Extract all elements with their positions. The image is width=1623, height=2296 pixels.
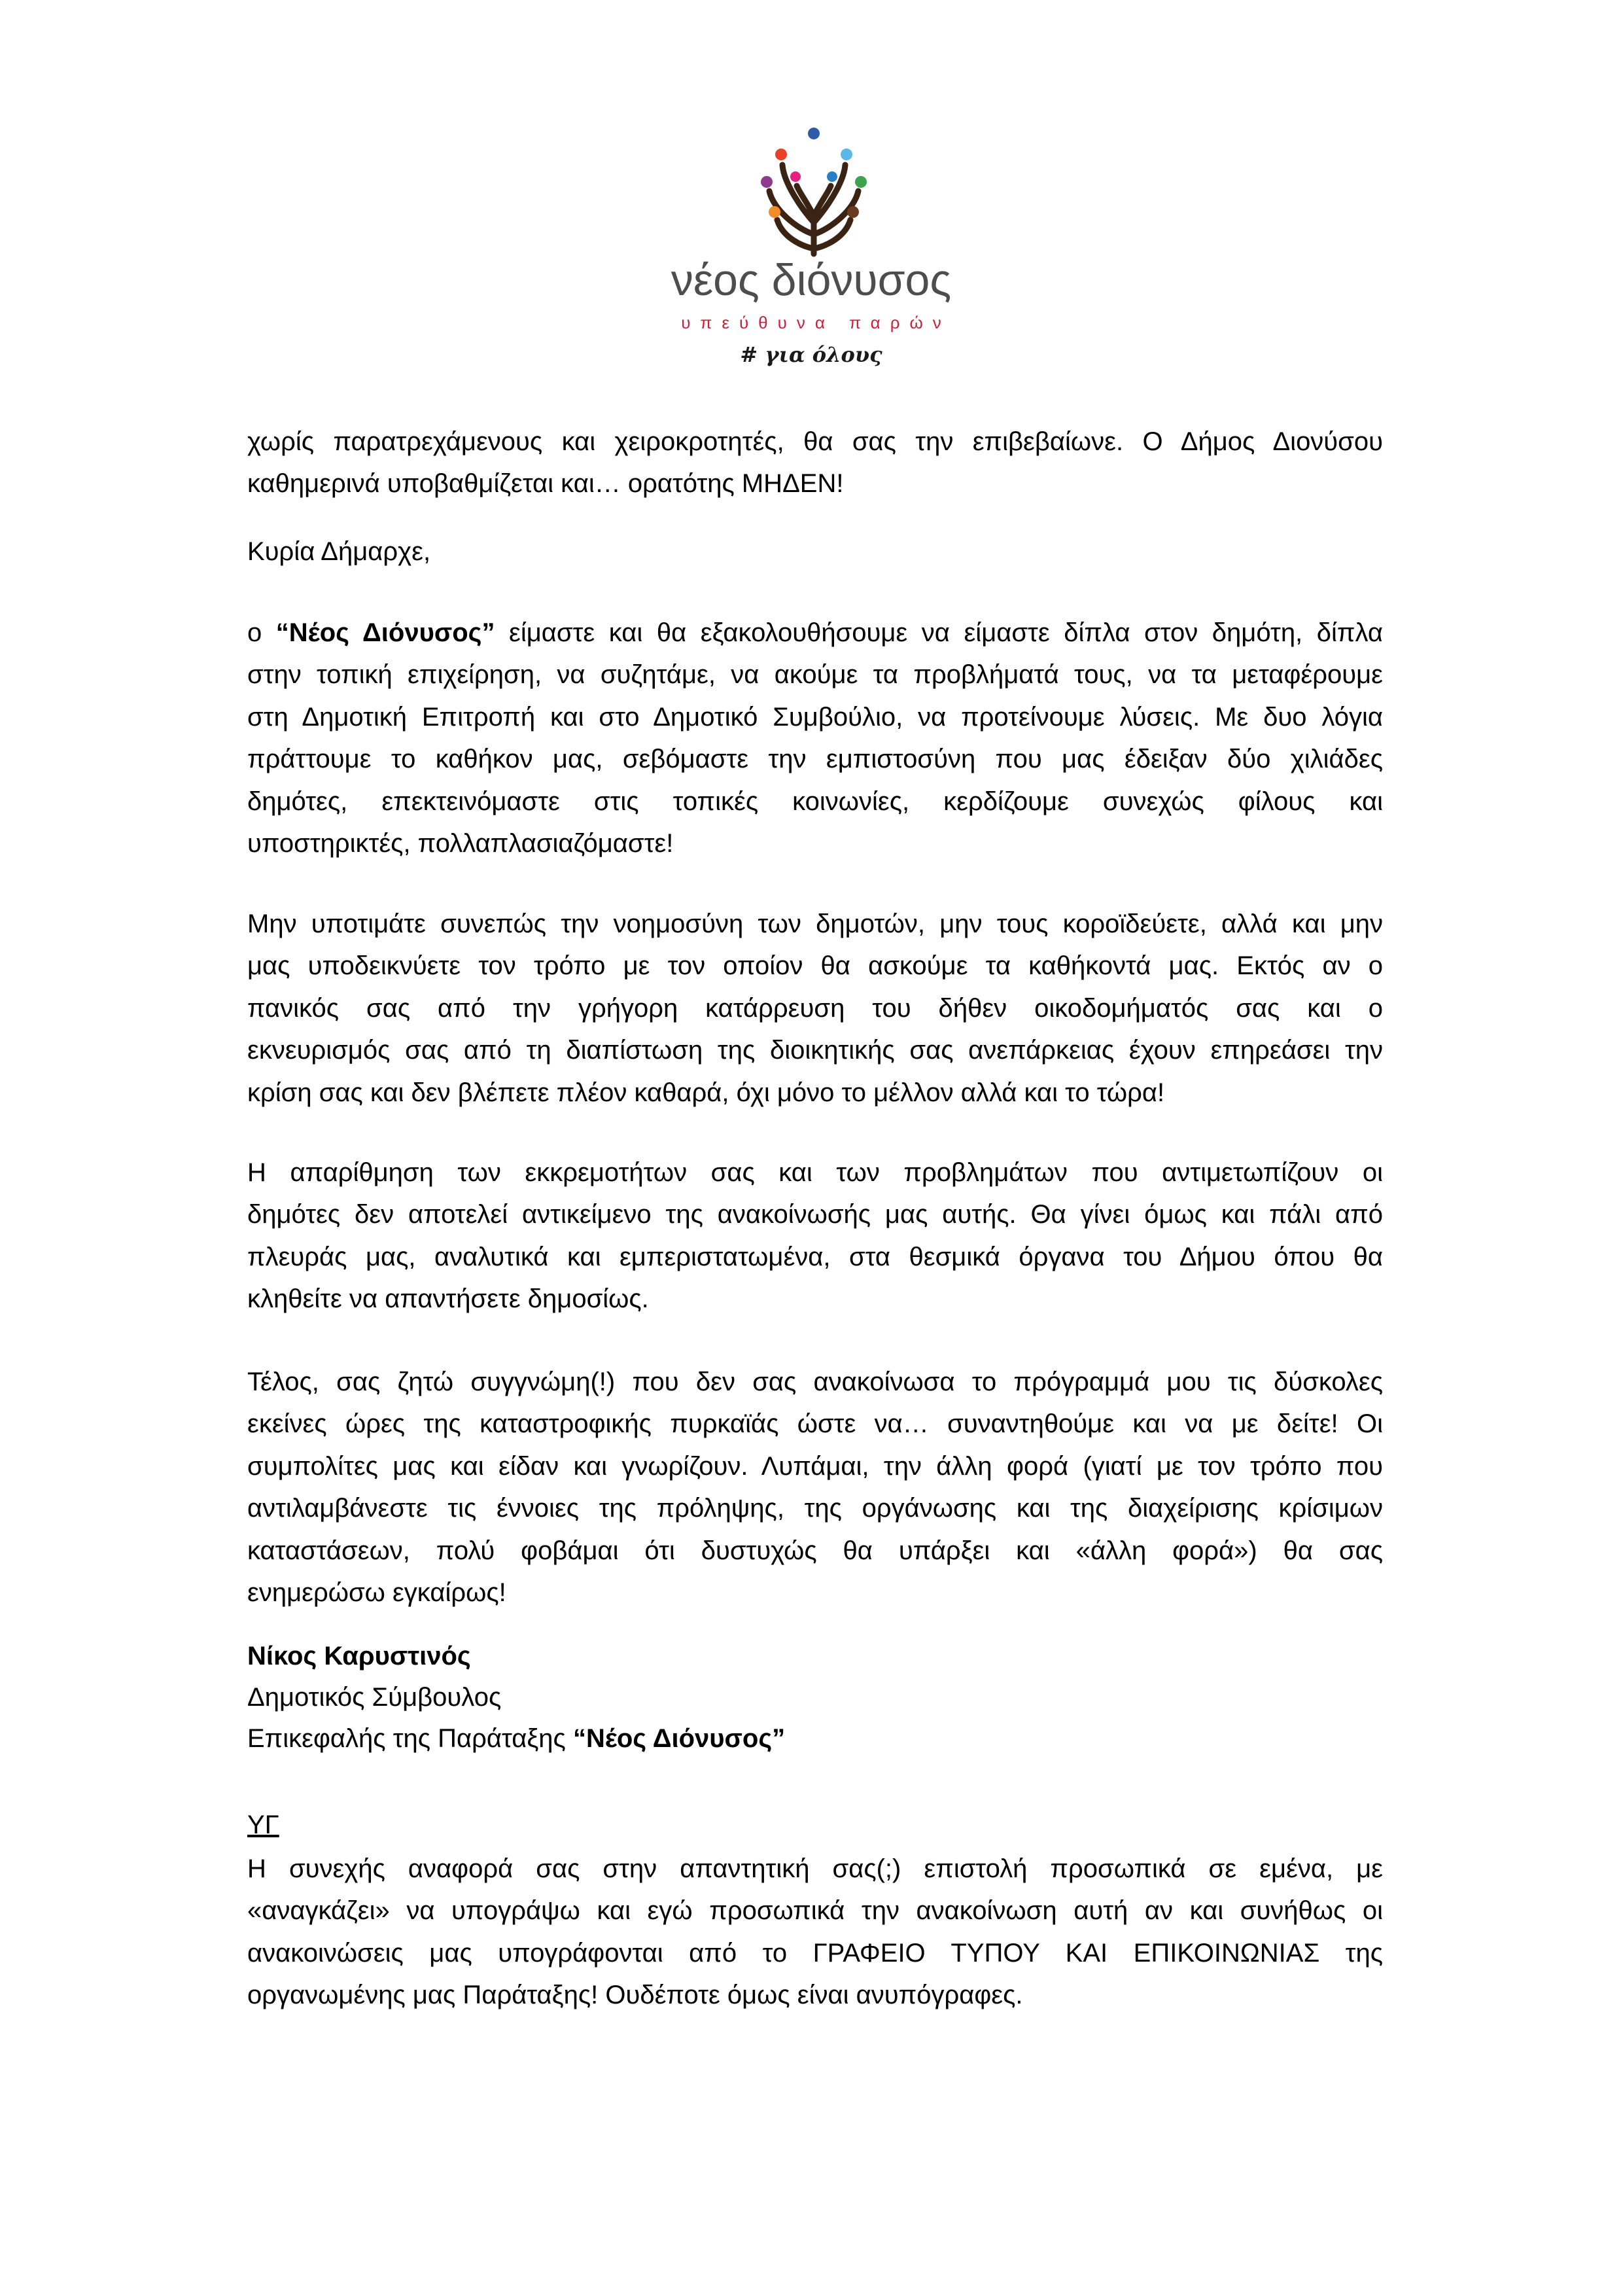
logo — [648, 111, 975, 373]
salutation — [247, 531, 1383, 573]
postscript-label: ΥΓ — [247, 1810, 279, 1839]
logo-tagline: υπεύθυνα παρών — [681, 313, 951, 332]
paragraph-line: κληθείτε να απαντήσετε δημοσίως. — [247, 1284, 649, 1314]
paragraph-line: στη Δημοτική Επιτροπή και στο Δημοτικό Συμβούλιο, να προτείνουμε λύσεις. Με δυο λόγια — [247, 702, 1383, 732]
logo-dot — [775, 149, 787, 160]
paragraph — [247, 1152, 1383, 1320]
logo-dot — [855, 176, 867, 188]
paragraph-line: Μην υποτιμάτε συνεπώς την νοημοσύνη των δημοτών, μην τους κοροϊδεύετε, αλλά και μην — [247, 910, 1383, 938]
paragraph-line: στην τοπική επιχείρηση, να συζητάμε, να ακούμε τα προβλήματά τους, να τα μεταφέρουμε — [247, 660, 1383, 690]
paragraph — [247, 612, 1383, 864]
postscript — [247, 1848, 1383, 2017]
paragraph-line: καταστάσεων, πολύ φοβάμαι ότι δυστυχώς θα υπάρξει και «άλλη φορά») θα σας — [247, 1536, 1383, 1565]
paragraph-line: Η απαρίθμηση των εκκρεμοτήτων σας και των προβλημάτων που αντιμετωπίζουν οι — [247, 1158, 1383, 1187]
paragraph-line: χωρίς παρατρεχάμενους και χειροκροτητές, θα σας την επιβεβαίωνε. Ο Δήμος Διονύσου — [247, 427, 1383, 456]
logo-dot — [827, 171, 837, 182]
signature — [247, 1636, 1383, 1759]
paragraph-line: δημότες δεν αποτελεί αντικείμενο της ανακοίνωσής μας αυτής. Θα γίνει όμως και πάλι από — [247, 1200, 1383, 1229]
paragraph-line: εκείνες ώρες της καταστροφικής πυρκαϊάς ώστε να… συναντηθούμε και να με δείτε! Οι — [247, 1409, 1383, 1439]
logo-dot — [761, 176, 773, 188]
postscript-heading — [247, 1804, 1383, 1846]
salutation-line: Κυρία Δήμαρχε, — [247, 537, 431, 566]
logo-dot — [841, 149, 852, 160]
signature-name: Νίκος Καρυστινός — [247, 1642, 471, 1670]
paragraph — [247, 903, 1383, 1114]
paragraph-line: ενημερώσω εγκαίρως! — [247, 1578, 506, 1607]
paragraph-line: οργανωμένης μας Παράταξης! Ουδέποτε όμως είναι ανυπόγραφες. — [247, 1981, 1023, 2010]
paragraph-line: υποστηρικτές, πολλαπλασιαζόμαστε! — [247, 828, 674, 858]
paragraph-text: ο — [247, 618, 276, 647]
logo-dot — [790, 171, 801, 182]
paragraph-line: αντιλαμβάνεστε τις έννοιες της πρόληψης, της οργάνωσης και της διαχείρισης κρίσιμων — [247, 1494, 1383, 1523]
paragraph-line: συμπολίτες μας και είδαν και γνωρίζουν. Λυπάμαι, την άλλη φορά (γιατί με τον τρόπο που — [247, 1451, 1383, 1481]
paragraph-line: «αναγκάζει» να υπογράψω και εγώ προσωπικά την ανακοίνωση αυτή αν και συνήθως οι — [247, 1896, 1383, 1926]
logo-dot — [808, 128, 820, 139]
paragraph-line: πανικός σας από την γρήγορη κατάρρευση του δήθεν οικοδομήματός σας και ο — [247, 993, 1383, 1023]
logo-dot — [847, 206, 859, 218]
paragraph — [247, 1361, 1383, 1614]
logo-tree-icon — [742, 118, 886, 258]
paragraph-line: δημότες, επεκτεινόμαστε στις τοπικές κοινωνίες, κερδίζουμε συνεχώς φίλους και — [247, 786, 1383, 816]
paragraph-line: Η συνεχής αναφορά σας στην απαντητική σας(;) επιστολή προσωπικά σε εμένα, με — [247, 1854, 1383, 1883]
signature-role: Δημοτικός Σύμβουλος — [247, 1683, 502, 1712]
paragraph-line: καθημερινά υποβαθμίζεται και… ορατότης ΜΗΔΕΝ! — [247, 469, 844, 499]
paragraph-line: μας υποδεικνύετε τον τρόπο με τον οποίον θα ασκούμε τα καθήκοντά μας. Εκτός αν ο — [247, 951, 1383, 981]
party-name: “Νέος Διόνυσος” — [572, 1724, 786, 1753]
paragraph-line: κρίση σας και δεν βλέπετε πλέον καθαρά, όχι μόνο το μέλλον αλλά και το τώρα! — [247, 1078, 1165, 1107]
signature-title-text: Επικεφαλής της Παράταξης — [247, 1724, 573, 1753]
paragraph-line: Τέλος, σας ζητώ συγγνώμη(!) που δεν σας ανακοίνωσα το πρόγραμμά μου τις δύσκολες — [247, 1368, 1383, 1396]
postscript-heading-line — [247, 1804, 1383, 1846]
signature-title — [247, 1718, 1383, 1759]
logo-dot — [769, 206, 780, 218]
logo-hashtag: # για όλους — [740, 342, 882, 367]
paragraph-line: πράττουμε το καθήκον μας, σεβόμαστε την εμπιστοσύνη που μας έδειξαν δύο χιλιάδες — [247, 745, 1383, 774]
paragraph — [247, 421, 1383, 505]
paragraph-line: πλευράς μας, αναλυτικά και εμπεριστατωμένα, στα θεσμικά όργανα του Δήμου όπου θα — [247, 1242, 1383, 1271]
paragraph-line — [247, 612, 1383, 654]
paragraph-line: εκνευρισμός σας από τη διαπίστωση της διοικητικής σας ανεπάρκειας έχουν επηρεάσει την — [247, 1036, 1383, 1065]
paragraph-line: ανακοινώσεις μας υπογράφονται από το ΓΡΑΦΕΙΟ ΤΥΠΟΥ ΚΑΙ ΕΠΙΚΟΙΝΩΝΙΑΣ της — [247, 1938, 1383, 1968]
logo-name: νέος διόνυσος — [671, 255, 952, 305]
paragraph-text: είμαστε και θα εξακολουθήσουμε να είμαστε δίπλα στον δημότη, δίπλα — [495, 618, 1383, 647]
party-name: “Νέος Διόνυσος” — [275, 618, 495, 647]
